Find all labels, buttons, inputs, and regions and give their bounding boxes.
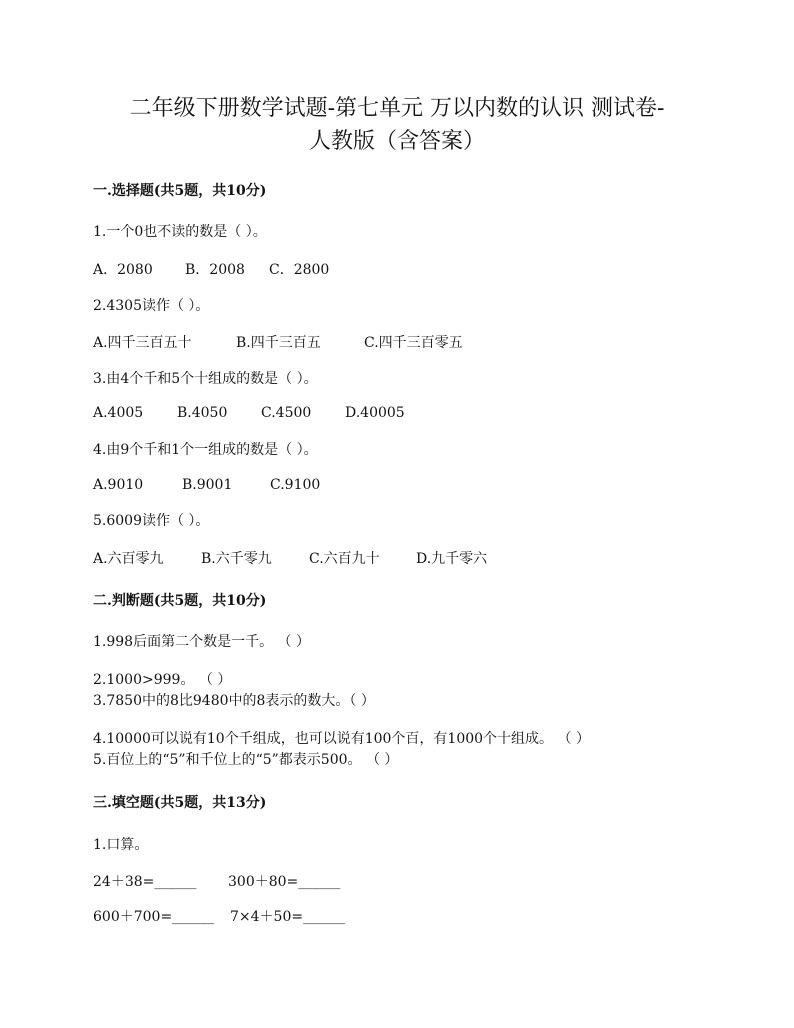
choice-options-3 [93, 405, 405, 421]
choice-options-5 [93, 548, 487, 568]
choice-question-5: 5.6009读作（ ）。 [93, 513, 210, 529]
document-title-line-2: 人教版（含答案） [308, 129, 485, 154]
choice-options-2 [93, 332, 463, 352]
option-c: C.四千三百零五 [364, 335, 463, 351]
option-a: A．2080 [93, 262, 153, 278]
judge-question-3: 3.7850中的8比9480中的8表示的数大。（ ） [93, 693, 375, 709]
mental-math-row-1 [93, 871, 340, 891]
calc-item: 7×4＋50=______ [230, 909, 346, 925]
option-a: A.六百零九 [93, 551, 164, 567]
section-heading-choice: 一.选择题(共5题，共10分) [93, 183, 267, 199]
choice-question-3: 3.由4个千和5个十组成的数是（ ）。 [93, 371, 318, 387]
option-d: D.九千零六 [416, 551, 488, 567]
judge-question-2: 2.1000>999。 （ ） [93, 672, 232, 688]
choice-options-4 [93, 477, 320, 493]
option-c: C.4500 [261, 405, 312, 421]
option-c: C．2800 [269, 262, 330, 278]
choice-options-1 [93, 259, 329, 279]
document-title-line-1: 二年级下册数学试题-第七单元 万以内数的认识 测试卷- [129, 96, 665, 121]
choice-question-2: 2.4305读作（ ）。 [93, 298, 210, 314]
calc-item: 24＋38=______ [93, 874, 197, 890]
mental-math-row-2 [93, 906, 345, 926]
judge-question-1: 1.998后面第二个数是一千。 （ ） [93, 634, 310, 650]
option-c: C.六百九十 [309, 551, 380, 567]
option-b: B．2008 [185, 262, 245, 278]
option-b: B.四千三百五 [236, 335, 321, 351]
calc-item: 600＋700=______ [93, 909, 215, 925]
judge-question-4: 4.10000可以说有10个千组成，也可以说有100个百，有1000个十组成。 （ ） [93, 731, 590, 747]
option-a: A.四千三百五十 [93, 335, 192, 351]
option-b: B.9001 [182, 477, 233, 493]
fill-question-1: 1.口算。 [93, 837, 149, 853]
option-a: A.4005 [93, 405, 144, 421]
choice-question-4: 4.由9个千和1个一组成的数是（ ）。 [93, 442, 318, 458]
choice-question-1: 1.一个0也不读的数是（ ）。 [93, 224, 267, 240]
judge-question-5: 5.百位上的“5”和千位上的“5”都表示500。 （ ） [93, 752, 399, 768]
option-d: D.40005 [345, 405, 405, 421]
option-a: A.9010 [93, 477, 144, 493]
option-b: B.4050 [177, 405, 228, 421]
option-c: C.9100 [270, 477, 321, 493]
section-heading-true-false: 二.判断题(共5题，共10分) [93, 593, 267, 609]
calc-item: 300＋80=______ [228, 874, 341, 890]
section-heading-fill-blank: 三.填空题(共5题，共13分) [93, 795, 267, 811]
option-b: B.六千零九 [201, 551, 272, 567]
